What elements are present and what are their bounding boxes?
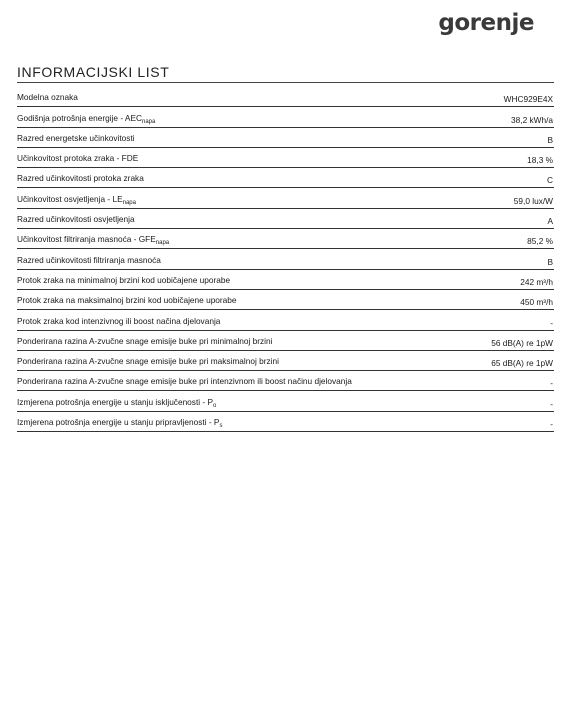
row-value: 242 m³/h (520, 276, 553, 287)
table-row (17, 229, 554, 249)
row-value: 450 m³/h (520, 297, 553, 308)
row-value: C (547, 175, 553, 186)
row-value: B (547, 134, 553, 145)
row-label: Ponderirana razina A-zvučne snage emisije buke pri minimalnoj brzini (17, 335, 273, 346)
table-row (17, 148, 554, 168)
row-label: Učinkovitost osvjetljenja - $LE_{napa}$ (17, 193, 136, 206)
row-value: 85,2 % (527, 236, 553, 247)
table-row (17, 209, 554, 229)
row-label: Ponderirana razina A-zvučne snage emisije buke pri intenzivnom ili boost načinu djelovanja (17, 376, 352, 387)
row-label: Modelna oznaka (17, 92, 78, 103)
row-value: 38,2 kWh/a (511, 114, 553, 125)
row-label: Godišnja potrošnja energije - $AEC_{napa}$ (17, 112, 156, 125)
row-value: 59,0 lux/W (513, 195, 553, 206)
table-row (17, 391, 554, 411)
row-value: B (547, 256, 553, 267)
row-label: Protok zraka na maksimalnoj brzini kod uobičajene uporabe (17, 295, 237, 306)
table-row (17, 128, 554, 148)
table-row (17, 107, 554, 127)
row-label: Protok zraka na minimalnoj brzini kod uobičajene uporabe (17, 274, 231, 285)
row-value: 56 dB(A) re 1pW (491, 337, 553, 348)
brand-logo: gorenje (438, 10, 534, 36)
info-table (17, 87, 554, 432)
row-label: Učinkovitost protoka zraka - FDE (17, 153, 139, 164)
table-row (17, 412, 554, 432)
row-value: - (550, 378, 553, 389)
table-row (17, 87, 554, 107)
page-title: INFORMACIJSKI LIST (17, 64, 170, 80)
row-label: Izmjerena potrošnja energije u stanju pripravljenosti - $P_s$ (17, 417, 223, 430)
row-value: 65 dB(A) re 1pW (491, 358, 553, 369)
table-row (17, 351, 554, 371)
row-value: A (547, 216, 553, 227)
row-value: - (550, 419, 553, 430)
table-row (17, 331, 554, 351)
row-label: Ponderirana razina A-zvučne snage emisije buke pri maksimalnoj brzini (17, 356, 279, 367)
row-value: - (550, 317, 553, 328)
table-row (17, 290, 554, 310)
row-value: - (550, 398, 553, 409)
table-row (17, 270, 554, 290)
table-row (17, 249, 554, 269)
row-label: Razred energetske učinkovitosti (17, 132, 135, 143)
table-row (17, 188, 554, 208)
row-value: 18,3 % (527, 155, 553, 166)
table-row (17, 168, 554, 188)
table-row (17, 310, 554, 330)
row-value: WHC929E4X (503, 94, 553, 105)
row-label: Razred učinkovitosti filtriranja masnoća (17, 254, 161, 265)
row-label: Razred učinkovitosti protoka zraka (17, 173, 144, 184)
table-row (17, 371, 554, 391)
row-label: Protok zraka kod intenzivnog ili boost načina djelovanja (17, 315, 221, 326)
row-label: Učinkovitost filtriranja masnoća - $GFE_{napa}$ (17, 234, 170, 247)
title-divider (17, 82, 554, 83)
row-label: Razred učinkovitosti osvjetljenja (17, 214, 135, 225)
row-label: Izmjerena potrošnja energije u stanju isključenosti - $P_o$ (17, 396, 217, 409)
